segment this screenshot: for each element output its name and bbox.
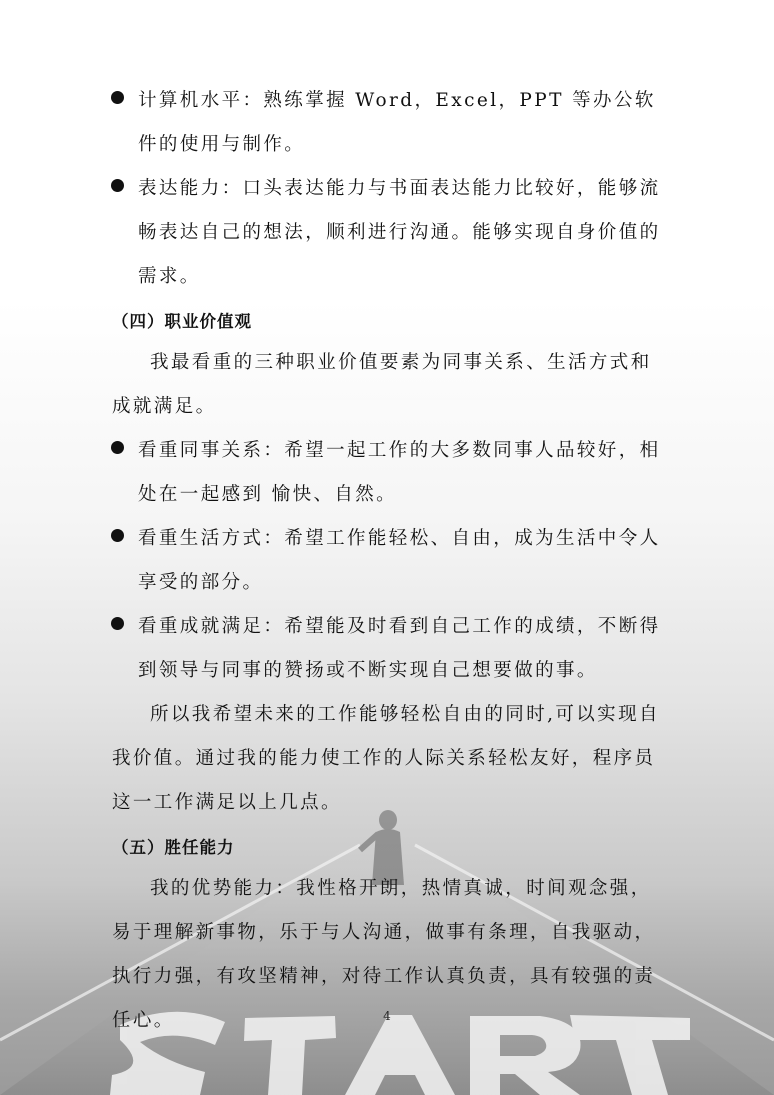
value-colleagues-item xyxy=(111,429,671,517)
skill-computer-item xyxy=(111,79,671,167)
bullet-icon xyxy=(111,529,124,542)
skill-expression-text: 表达能力：口头表达能力与书面表达能力比较好，能够流畅表达自己的想法，顺利进行沟通。能够实现自身价值的需求。 xyxy=(138,178,661,287)
page-number: 4 xyxy=(383,1009,391,1023)
value-lifestyle-text: 看重生活方式：希望工作能轻松、自由，成为生活中令人享受的部分。 xyxy=(138,528,661,593)
skill-computer-text: 计算机水平：熟练掌握 Word，Excel，PPT 等办公软件的使用与制作。 xyxy=(138,90,656,155)
bullet-icon xyxy=(111,91,124,104)
value-achievement-text: 看重成就满足：希望能及时看到自己工作的成绩，不断得到领导与同事的赞扬或不断实现自己想要做的事。 xyxy=(138,616,661,681)
value-achievement-item xyxy=(111,605,671,693)
value-lifestyle-item xyxy=(111,517,671,605)
bullet-icon xyxy=(111,617,124,630)
competence-text: 我的优势能力：我性格开朗，热情真诚，时间观念强，易于理解新事物，乐于与人沟通，做事有条理，自我驱动，执行力强，有攻坚精神，对待工作认真负责，具有较强的责任心。 xyxy=(112,878,656,1031)
bullet-icon xyxy=(111,179,124,192)
values-conclusion: 所以我希望未来的工作能够轻松自由的同时,可以实现自我价值。通过我的能力使工作的人际关系轻松友好，程序员这一工作满足以上几点。 xyxy=(112,704,660,813)
bullet-icon xyxy=(111,441,124,454)
skill-expression-item xyxy=(111,167,671,299)
values-intro: 我最看重的三种职业价值要素为同事关系、生活方式和成就满足。 xyxy=(112,352,652,417)
value-colleagues-text: 看重同事关系：希望一起工作的大多数同事人品较好，相处在一起感到 愉快、自然。 xyxy=(138,440,661,505)
values-heading: （四）职业价值观 xyxy=(112,312,252,331)
competence-heading: （五）胜任能力 xyxy=(112,838,235,857)
